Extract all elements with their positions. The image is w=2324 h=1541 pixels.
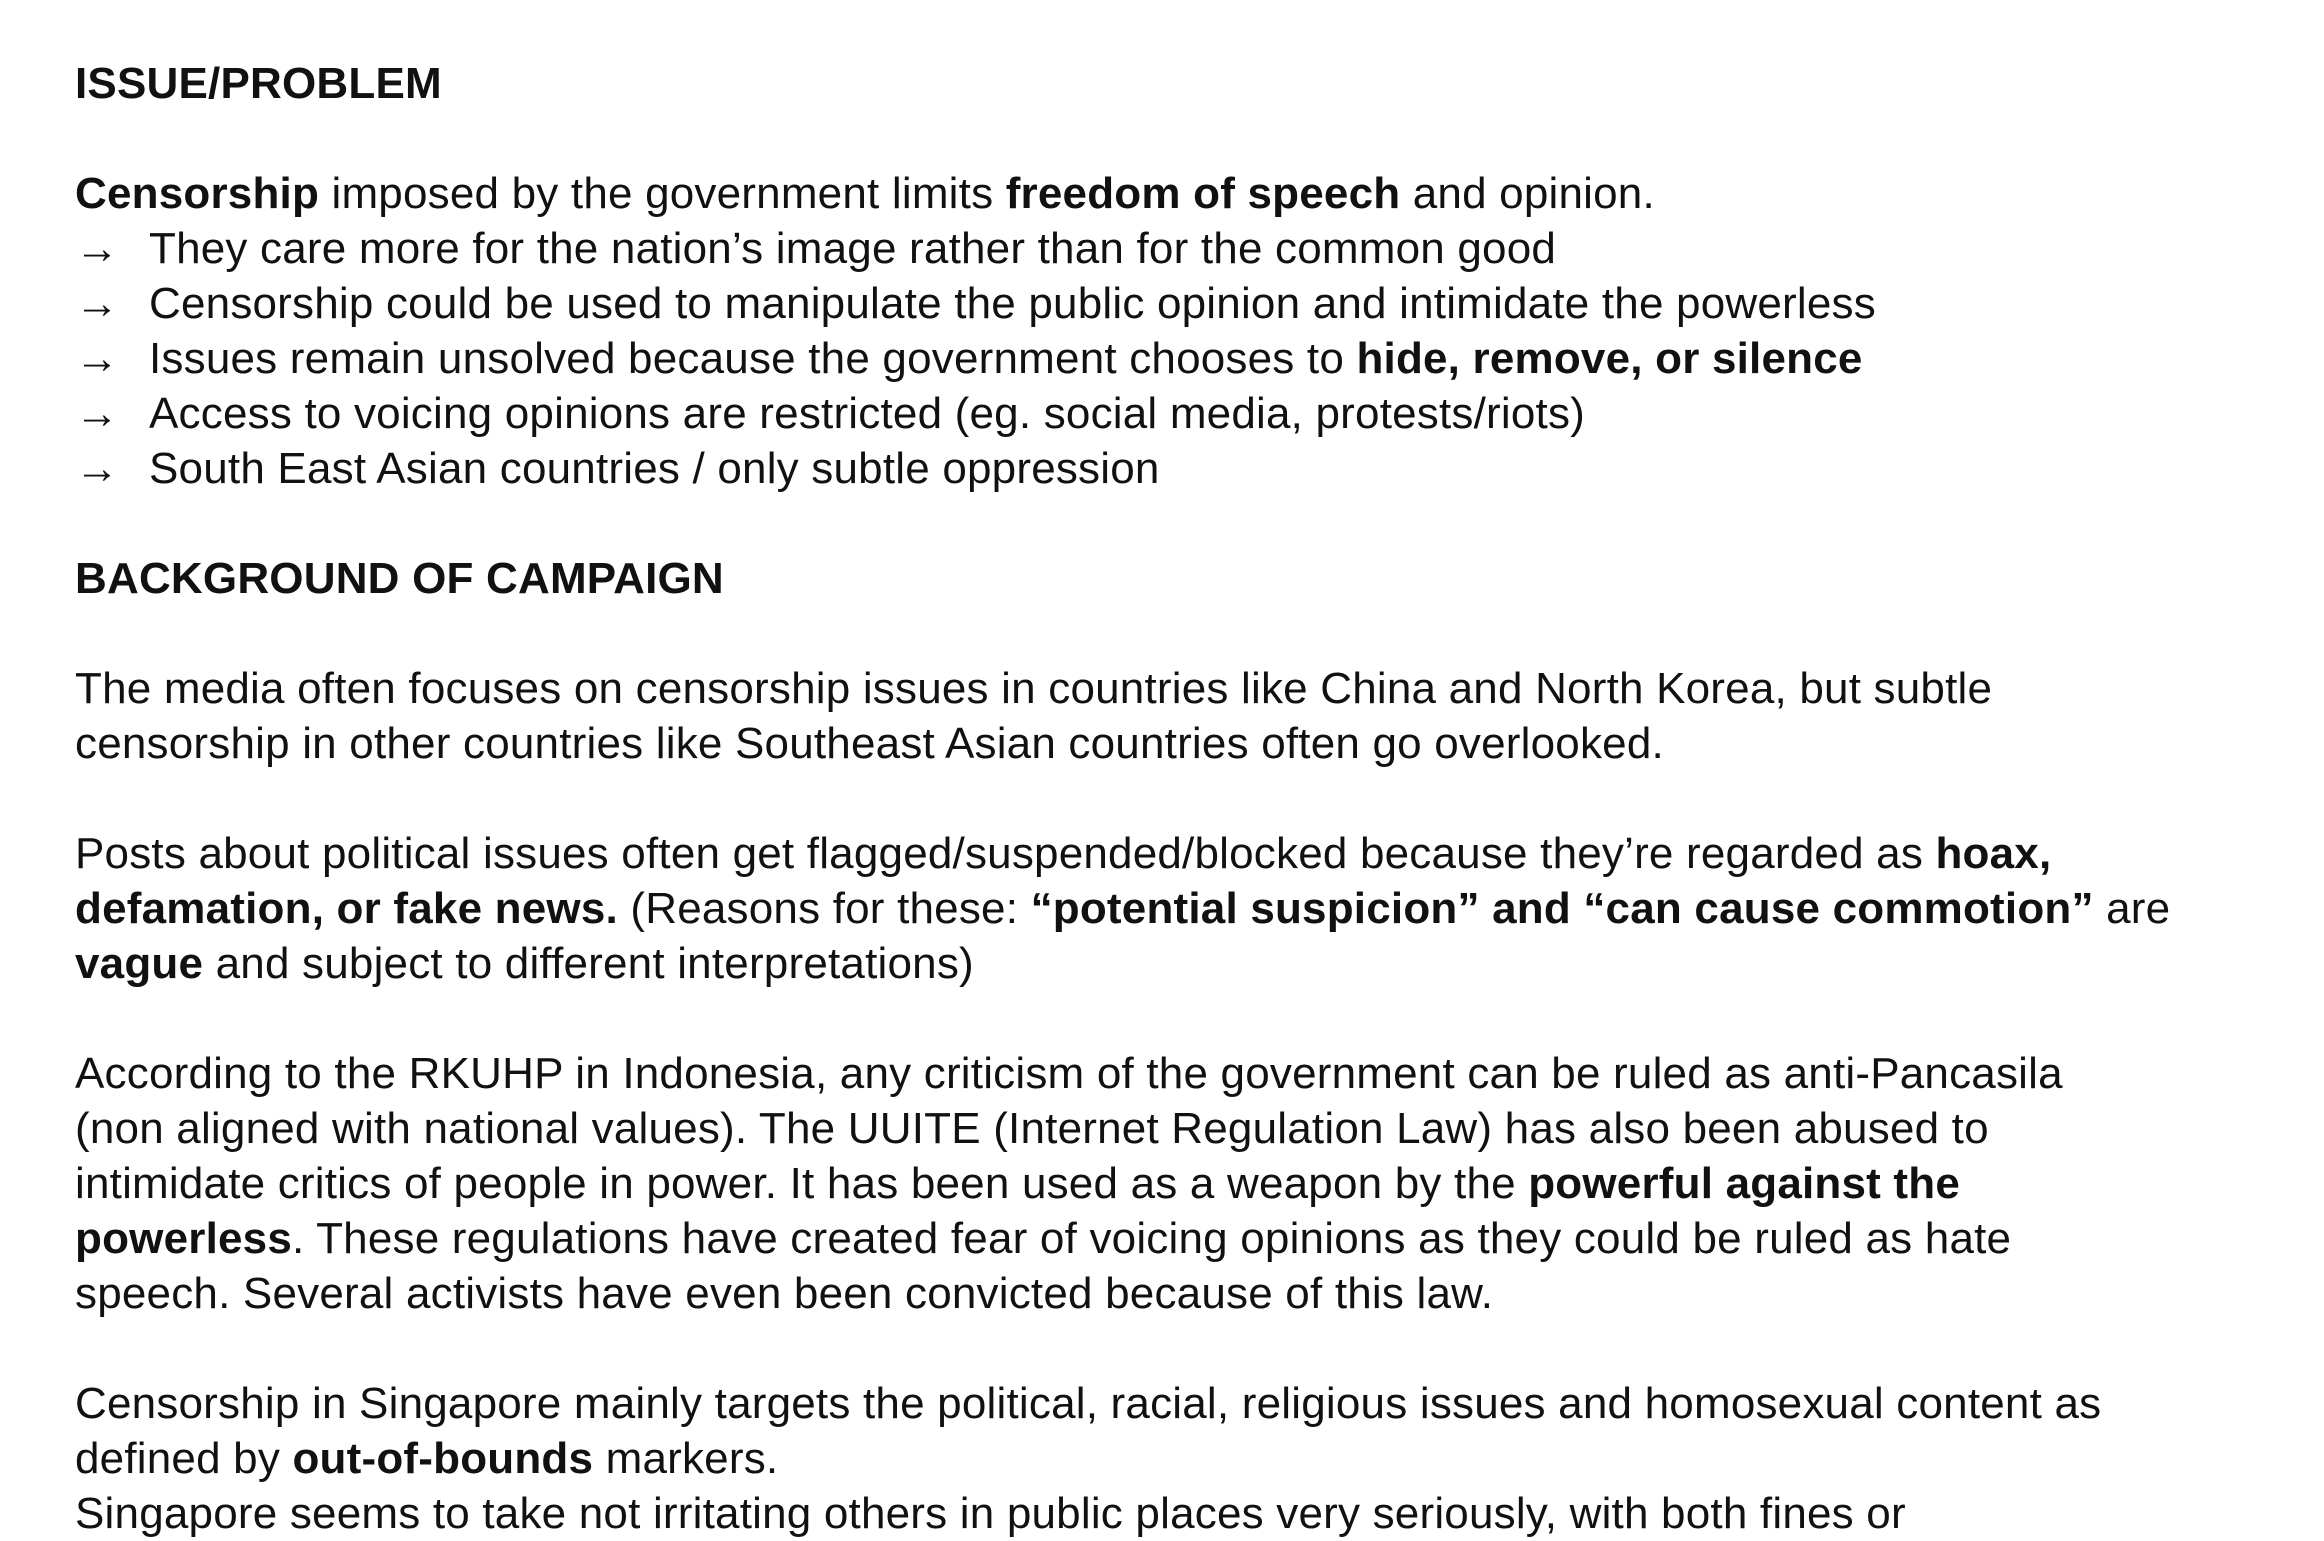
list-item [75, 276, 2275, 331]
list-item [75, 441, 2275, 496]
bold-text: freedom of speech [1005, 169, 1401, 218]
list-item-text: They care more for the nation’s image rather than for the common good [149, 224, 1557, 273]
bold-text: defamation, or fake news. [75, 884, 618, 933]
paragraph-line: (non aligned with national values). The UUITE (Internet Regulation Law) has also been abused to [75, 1104, 1989, 1153]
bold-text: hide, remove, or silence [1356, 334, 1863, 383]
intro-text: imposed by the government limits [319, 169, 1006, 218]
text: Posts about political issues often get flagged/suspended/blocked because they’re regarded as [75, 829, 1936, 878]
text: markers. [593, 1434, 779, 1483]
text: (Reasons for these: [617, 884, 1031, 933]
arrow-icon: → [75, 389, 120, 438]
spacer [75, 606, 2275, 661]
text: . These regulations have created fear of voicing opinions as they could be ruled as hate [292, 1214, 2012, 1263]
text: are [2093, 884, 2171, 933]
bold-text: out-of-bounds [292, 1434, 594, 1483]
spacer [75, 111, 2275, 166]
paragraph-line [75, 826, 2275, 881]
text: and subject to different interpretations) [203, 939, 974, 988]
background-heading: BACKGROUND OF CAMPAIGN [75, 554, 724, 603]
list-item-text: Access to voicing opinions are restricted (eg. social media, protests/riots) [149, 389, 1586, 438]
list-item-text: Issues remain unsolved because the government chooses to [149, 334, 1357, 383]
spacer [75, 496, 2275, 551]
paragraph-line: censorship in other countries like Southeast Asian countries often go overlooked. [75, 719, 1664, 768]
arrow-icon: → [75, 224, 120, 273]
paragraph-line: speech. Several activists have even been convicted because of this law. [75, 1269, 1494, 1318]
paragraph-singapore [75, 1376, 2275, 1541]
arrow-icon: → [75, 279, 120, 328]
spacer [75, 991, 2275, 1046]
issue-intro [75, 166, 2275, 221]
paragraph-line: According to the RKUHP in Indonesia, any criticism of the government can be ruled as anti-Pancasila [75, 1049, 2063, 1098]
list-item-text: Censorship could be used to manipulate the public opinion and intimidate the powerless [149, 279, 1876, 328]
spacer [75, 1321, 2275, 1376]
paragraph-indonesia [75, 1046, 2275, 1321]
list-item-text: South East Asian countries / only subtle oppression [149, 444, 1160, 493]
bold-text: vague [75, 939, 204, 988]
paragraph-line: Singapore seems to take not irritating others in public places very seriously, with both fines or [75, 1489, 1906, 1538]
paragraph-line [75, 936, 2275, 991]
bold-text: “potential suspicion” and “can cause commotion” [1030, 884, 2094, 933]
paragraph-line [75, 1431, 2275, 1486]
paragraph-line [75, 1156, 2275, 1211]
bold-text: Censorship [75, 169, 320, 218]
list-item [75, 331, 2275, 386]
issue-heading: ISSUE/PROBLEM [75, 59, 442, 108]
paragraph-line [75, 881, 2275, 936]
list-item [75, 221, 2275, 276]
intro-text: and opinion. [1400, 169, 1655, 218]
list-item [75, 386, 2275, 441]
spacer [75, 771, 2275, 826]
arrow-icon: → [75, 334, 120, 383]
bold-text: hoax, [1935, 829, 2052, 878]
paragraph-line [75, 1211, 2275, 1266]
paragraph-line: The media often focuses on censorship issues in countries like China and North Korea, but subtle [75, 664, 1993, 713]
bold-text: powerless [75, 1214, 293, 1263]
arrow-icon: → [75, 444, 120, 493]
text: defined by [75, 1434, 293, 1483]
text: intimidate critics of people in power. It has been used as a weapon by the [75, 1159, 1529, 1208]
document-body [75, 56, 2275, 1541]
paragraph-posts [75, 826, 2275, 991]
paragraph-media [75, 661, 2275, 771]
bold-text: powerful against the [1528, 1159, 1961, 1208]
paragraph-line: Censorship in Singapore mainly targets the political, racial, religious issues and homosexual content as [75, 1379, 2102, 1428]
